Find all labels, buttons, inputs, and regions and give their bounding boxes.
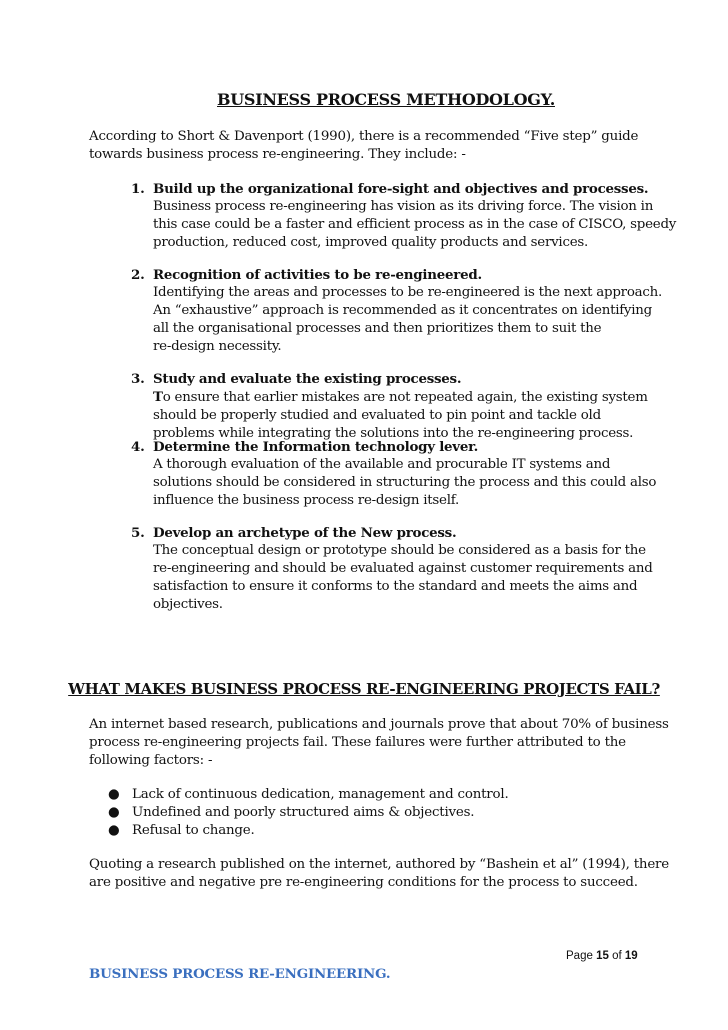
step-body-line: solutions should be considered in structuring the process and this could also <box>153 475 657 490</box>
step-title: Build up the organizational fore-sight and objectives and processes. <box>153 181 649 197</box>
step-body <box>153 456 657 510</box>
step-body-line: The conceptual design or prototype should be considered as a basis for the <box>153 543 646 558</box>
step-title: Study and evaluate the existing processes. <box>153 371 462 387</box>
list-item-text: Undefined and poorly structured aims & objectives. <box>132 805 475 820</box>
step-number: 3. <box>131 371 145 387</box>
step-number: 5. <box>131 525 145 541</box>
list-item-text: Refusal to change. <box>132 823 255 838</box>
step-body-line: should be properly studied and evaluated to pin point and tackle old <box>153 408 601 423</box>
step-number: 2. <box>131 267 145 283</box>
page-of: of <box>612 950 622 962</box>
step-number: 1. <box>131 181 145 197</box>
paragraph-line: Quoting a research published on the internet, authored by “Bashein et al” (1994), there <box>89 857 669 872</box>
bullet-icon: ● <box>108 823 120 838</box>
step-body-line: this case could be a faster and efficient process as in the case of CISCO, speedy <box>153 217 677 232</box>
page-current: 15 <box>596 950 609 962</box>
step-body <box>153 198 677 252</box>
step-number: 4. <box>131 439 145 455</box>
footer-document-title: BUSINESS PROCESS RE-ENGINEERING. <box>89 966 391 982</box>
intro-line: towards business process re-engineering. They include: - <box>89 147 466 162</box>
step-body-line: re-design necessity. <box>153 339 282 354</box>
step-body-line: problems while integrating the solutions into the re-engineering process. <box>153 426 634 441</box>
step-body-line: Identifying the areas and processes to be re-engineered is the next approach. <box>153 285 663 300</box>
paragraph-line: following factors: - <box>89 753 213 768</box>
page-number <box>566 950 638 962</box>
intro-line: According to Short & Davenport (1990), there is a recommended “Five step” guide <box>89 129 639 144</box>
list-item <box>108 804 608 822</box>
list-item <box>108 786 608 804</box>
bullet-icon: ● <box>108 787 120 802</box>
list-item-text: Lack of continuous dedication, management and control. <box>132 787 509 802</box>
step-body <box>153 388 653 443</box>
step-body-line: all the organisational processes and then prioritizes them to suit the <box>153 321 602 336</box>
step-body <box>153 542 653 614</box>
paragraph-line: process re-engineering projects fail. These failures were further attributed to the <box>89 735 626 750</box>
paragraph-line: An internet based research, publications and journals prove that about 70% of business <box>89 717 669 732</box>
page-label: Page <box>566 950 593 962</box>
page-total: 19 <box>624 950 638 962</box>
step-body-line: objectives. <box>153 597 223 612</box>
failure-factors-list <box>108 786 608 840</box>
step-body-line: Business process re-engineering has vision as its driving force. The vision in <box>153 199 654 214</box>
paragraph-line: are positive and negative pre re-engineering conditions for the process to succeed. <box>89 875 638 890</box>
intro-paragraph <box>89 128 649 164</box>
step-title: Recognition of activities to be re-engineered. <box>153 267 482 283</box>
failure-intro-paragraph <box>89 716 669 770</box>
section-heading-failures: WHAT MAKES BUSINESS PROCESS RE-ENGINEERING PROJECTS FAIL? <box>68 680 660 698</box>
step-body-line: A thorough evaluation of the available and procurable IT systems and <box>153 457 611 472</box>
conclusion-paragraph <box>89 856 669 892</box>
step-body-line-rest: o ensure that earlier mistakes are not repeated again, the existing system <box>162 390 648 405</box>
step-title: Develop an archetype of the New process. <box>153 525 457 541</box>
list-item <box>108 822 608 840</box>
step-body-line: re-engineering and should be evaluated against customer requirements and <box>153 561 653 576</box>
step-body-line <box>153 388 653 407</box>
step-body-line: production, reduced cost, improved quality products and services. <box>153 235 588 250</box>
bullet-icon: ● <box>108 805 120 820</box>
step-body-line: satisfaction to ensure it conforms to the standard and meets the aims and <box>153 579 638 594</box>
step-drop-letter: T <box>153 389 163 405</box>
section-heading-methodology: BUSINESS PROCESS METHODOLOGY. <box>217 90 555 109</box>
step-body-line: influence the business process re-design itself. <box>153 493 459 508</box>
step-body-line: An “exhaustive” approach is recommended as it concentrates on identifying <box>153 303 652 318</box>
step-body <box>153 284 663 356</box>
step-title: Determine the Information technology lever. <box>153 439 479 455</box>
